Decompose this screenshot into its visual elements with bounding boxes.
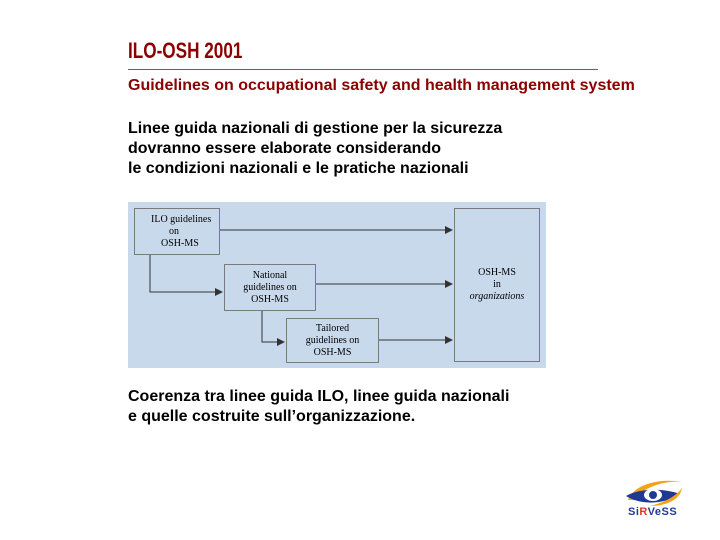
box-line: OSH-MS	[161, 237, 199, 249]
box-line: guidelines on	[305, 334, 360, 346]
box-line: OSH-MS	[478, 267, 516, 278]
box-line: OSH-MS	[313, 346, 352, 358]
box-line: National	[252, 269, 288, 281]
intro-paragraph	[128, 119, 502, 179]
conclusion-line: e quelle costruite sull’organizzazione.	[128, 408, 416, 425]
conclusion-line: Coerenza tra linee guida ILO, linee guida nazionali	[128, 388, 510, 405]
logo-text-part: Si	[628, 506, 640, 518]
page-title: ILO-OSH 2001	[128, 38, 243, 63]
logo-text-part: R	[639, 506, 648, 518]
title-divider	[128, 69, 598, 70]
box-line: ILO guidelines	[151, 213, 212, 225]
box-line: guidelines on	[243, 281, 297, 293]
arrow-national-to-tailored	[262, 311, 284, 342]
tailored-guidelines-box	[286, 318, 379, 363]
arrow-ilo-to-national	[150, 255, 222, 292]
conclusion-paragraph	[128, 387, 509, 427]
box-line: organizations	[469, 291, 525, 302]
national-guidelines-box	[224, 264, 316, 311]
box-line: OSH-MS	[251, 293, 289, 305]
box-line: on	[169, 225, 179, 237]
intro-line: dovranno essere elaborate considerando	[128, 140, 441, 157]
box-line: in	[493, 279, 501, 290]
osh-ms-organizations-box	[454, 208, 540, 362]
logo-wordmark	[628, 506, 677, 518]
intro-line: Linee guida nazionali di gestione per la sicurezza	[128, 120, 503, 137]
page-subtitle: Guidelines on occupational safety and health management system	[128, 77, 635, 94]
logo-text-part: VeSS	[647, 506, 678, 518]
intro-line: le condizioni nazionali e le pratiche nazionali	[128, 160, 469, 177]
guidelines-diagram	[128, 202, 546, 368]
box-line: Tailored	[315, 322, 350, 334]
ilo-guidelines-box	[134, 208, 220, 255]
